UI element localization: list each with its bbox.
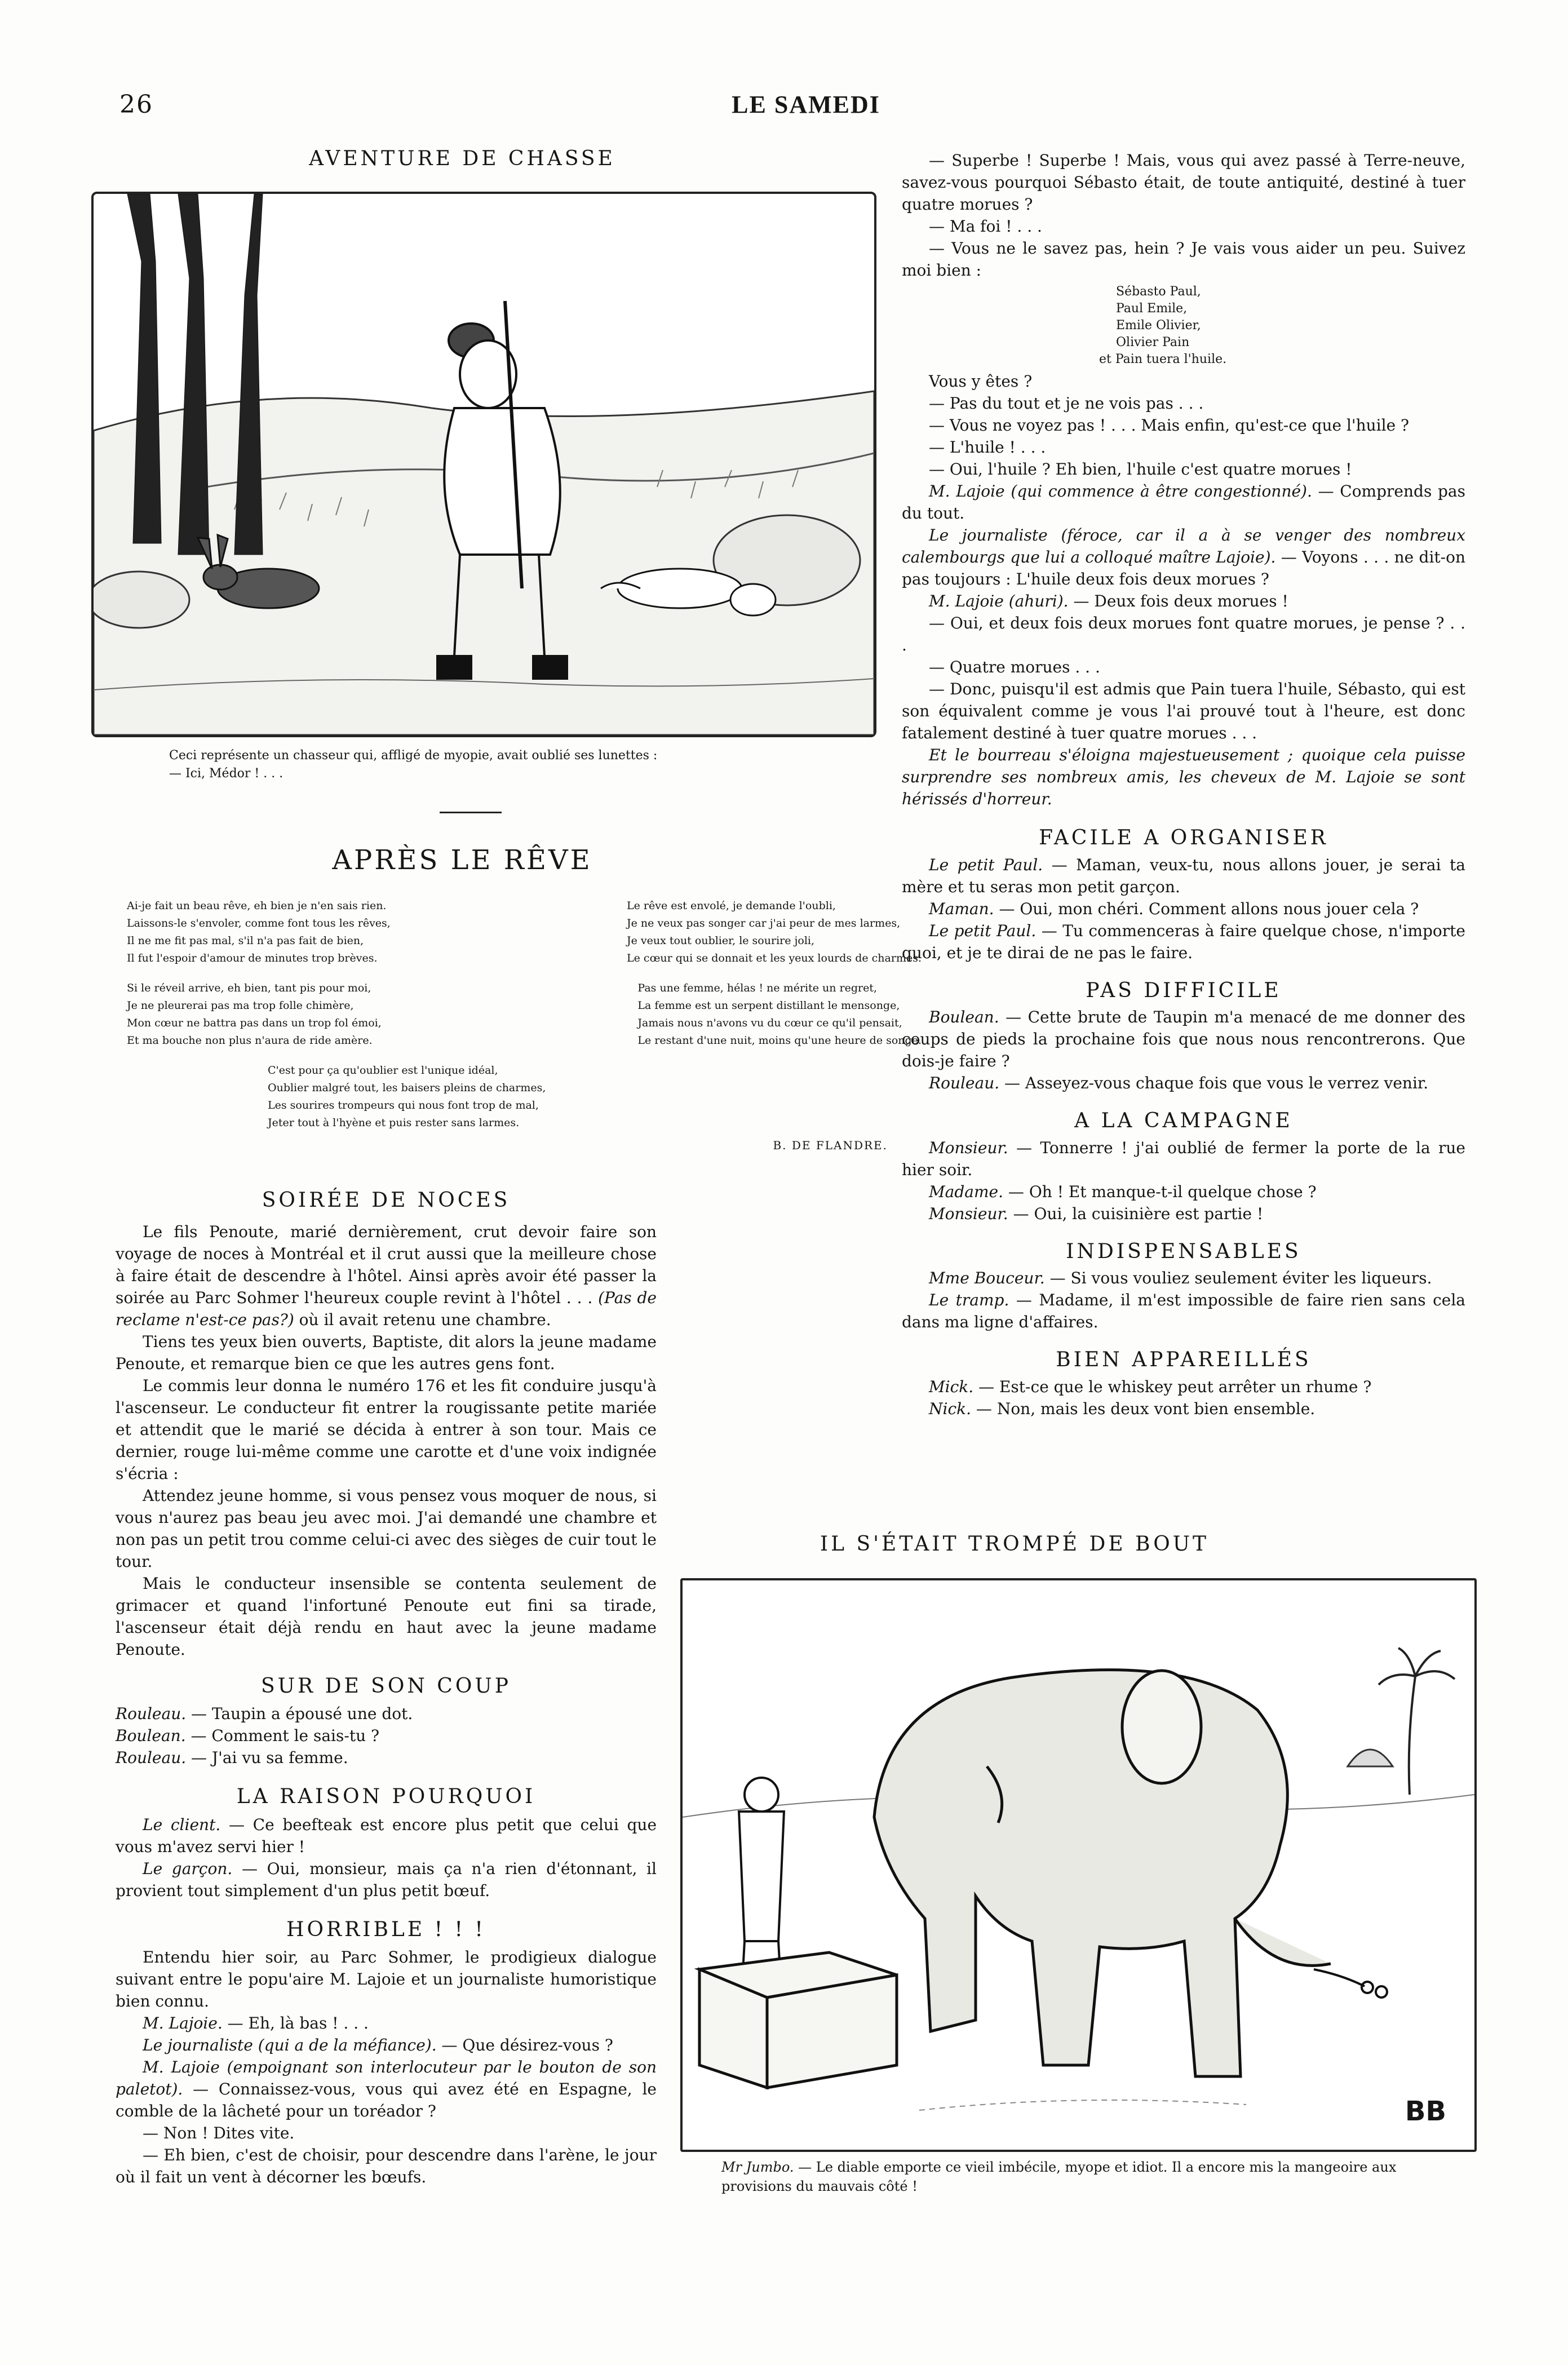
dialogue-line: M. Lajoie (empoignant son interlocuteur par le bouton de son paletot). — Connaissez-vous, vous qui avez été en Espagne, le comble de la lâcheté pour un toréador ? [116, 2058, 657, 2121]
dialogue-line: Rouleau. — Taupin a épousé une dot. [116, 1704, 413, 1724]
right-column-body [902, 149, 1465, 1420]
journal-title: LE SAMEDI [732, 91, 880, 118]
elephant-scene [683, 1580, 1474, 2150]
palm-tree-icon [1379, 1648, 1455, 1795]
noces-paragraph: Tiens tes yeux bien ouverts, Baptiste, dit alors la jeune madame Penoute, et remarque bien ce que les autres gens font. [116, 1332, 657, 1373]
chain-icon [1314, 1969, 1387, 1998]
hunting-caption-line-2: — Ici, Médor ! . . . [169, 767, 284, 781]
verse-line: Emile Olivier, [1116, 318, 1201, 333]
poem-line: Ai-je fait un beau rêve, eh bien je n'en sais rien. [127, 900, 387, 912]
dialogue-line: Le journaliste (féroce, car il a à se venger des nombreux calembourgs que lui a colloqué maître Lajoie). — Voyons . . . ne dit-on pas toujours : L'huile deux fois deux morues ? [902, 526, 1466, 588]
indispensables-title: INDISPENSABLES [1066, 1239, 1301, 1263]
dialogue-line: Maman. — Oui, mon chéri. Comment allons nous jouer cela ? [929, 899, 1419, 918]
noces-text: Le fils Penoute, marié dernièrement, crut devoir faire son voyage de noces à Montréal et il crut aussi que la meilleure chose à faire était de descendre à l'hôtel. Ainsi après avoir été passer la soirée au Parc Sohmer l'heureux couple revint à l'hôtel . . . [116, 1222, 657, 1307]
dialogue-line: — Eh bien, c'est de choisir, pour descendre dans l'arène, le jour où il fait un vent à décorner les bœufs. [116, 2146, 657, 2187]
hunting-caption-line-1: Ceci représente un chasseur qui, affligé de myopie, avait oublié ses lunettes : [169, 749, 658, 763]
horrible-title: HORRIBLE ! ! ! [286, 1917, 486, 1941]
reve-stanza-1-right [627, 897, 922, 967]
dialogue-line: — Pas du tout et je ne vois pas . . . [929, 394, 1204, 413]
poem-line: C'est pour ça qu'oublier est l'unique idéal, [268, 1064, 498, 1077]
dialogue-line: — Quatre morues . . . [929, 658, 1100, 676]
noces-paragraph: Le commis leur donna le numéro 176 et les fit conduire jusqu'à l'ascenseur. Le conducteur fit entrer la rougissante petite mariée et attendit que le marié se décida à entrer à son tour. Mais ce dernier, rouge lui-même comme une carotte et d'une voix indignée s'écria : [116, 1376, 657, 1483]
horrible-paragraph: Entendu hier soir, au Parc Sohmer, le prodigieux dialogue suivant entre le popu'aire M. Lajoie et un journaliste humoristique bien connu. [116, 1948, 657, 2011]
dialogue-line: Le journaliste (qui a de la méfiance). — Que désirez-vous ? [143, 2036, 613, 2055]
dialogue-line: — L'huile ! . . . [929, 438, 1046, 457]
poem-line: Mon cœur ne battra pas dans un trop fol émoi, [127, 1017, 382, 1029]
dialogue-line: Rouleau. — J'ai vu sa femme. [116, 1748, 348, 1768]
poem-line: Je ne pleurerai pas ma trop folle chimère, [127, 999, 354, 1012]
poem-line: Jamais nous n'avons vu du cœur ce qu'il pensait, [637, 1017, 902, 1029]
noces-paragraph: Attendez jeune homme, si vous pensez vous moquer de nous, si vous n'aurez pas beau jeu avec moi. J'ai demandé une chambre et non pas un petit trou comme celui-ci avec des sièges de cuir tout le tour. [116, 1486, 657, 1571]
poem-line: Je veux tout oublier, le sourire joli, [627, 935, 815, 947]
poem-line: Je ne veux pas songer car j'ai peur de mes larmes, [627, 917, 901, 929]
dialogue-line: Rouleau. — Asseyez-vous chaque fois que vous le verrez venir. [929, 1074, 1429, 1093]
poem-line: La femme est un serpent distillant le mensonge, [637, 999, 900, 1012]
noces-paragraph [116, 1221, 657, 1331]
noces-paragraph: Mais le conducteur insensible se contenta seulement de grimacer et quand l'infortuné Penoute eut fini sa tirade, l'ascenseur était déjà rendu en haut avec la jeune madame Penoute. [116, 1574, 657, 1659]
feed-box [699, 1952, 897, 2088]
tree-icon [127, 194, 263, 555]
poem-line: Si le réveil arrive, eh bien, tant pis pour moi, [127, 982, 371, 994]
hunting-illustration [91, 192, 876, 737]
reve-stanza-1-left [127, 897, 391, 967]
dialogue-line: — Vous ne le savez pas, hein ? Je vais vous aider un peu. Suivez moi bien : [902, 239, 1465, 280]
poem-line: Le restant d'une nuit, moins qu'une heure de songe. [637, 1034, 922, 1047]
poem-line: Il ne me fit pas mal, s'il n'a pas fait de bien, [127, 935, 364, 947]
coup-title: SUR DE SON COUP [261, 1674, 511, 1698]
poem-line: Le cœur qui se donnait et les yeux lourds de charmes. [627, 952, 922, 964]
dialogue-line: Monsieur. — Oui, la cuisinière est partie ! [929, 1204, 1264, 1223]
hunting-scene [94, 194, 874, 735]
dialogue-line: Boulean. — Comment le sais-tu ? [116, 1726, 380, 1746]
poem-line: Jeter tout à l'hyène et puis rester sans larmes. [268, 1117, 520, 1129]
noces-title: SOIRÉE DE NOCES [262, 1189, 511, 1212]
poem-line: Pas une femme, hélas ! ne mérite un regret, [637, 982, 878, 994]
elephant-title: IL S'ÉTAIT TROMPÉ DE BOUT [820, 1533, 1210, 1556]
facile-title: FACILE A ORGANISER [1039, 826, 1328, 849]
artist-monogram: BB [1405, 2096, 1446, 2127]
page-number: 26 [119, 90, 153, 119]
poem-line: Les sourires trompeurs qui nous font trop de mal, [268, 1099, 539, 1111]
campagne-title: A LA CAMPAGNE [1074, 1109, 1293, 1133]
dialogue-line: Boulean. — Cette brute de Taupin m'a menacé de me donner des coups de pieds la prochaine fois que nous nous rencontrerons. Que dois-je faire ? [902, 1008, 1465, 1071]
dialogue-line: Monsieur. — Tonnerre ! j'ai oublié de fermer la porte de la rue hier soir. [902, 1138, 1465, 1179]
reve-stanza-2-right [637, 980, 922, 1049]
dialogue-line: — Ma foi ! . . . [929, 217, 1042, 236]
reve-poem [127, 897, 922, 1152]
bien-title: BIEN APPAREILLÉS [1056, 1348, 1312, 1372]
separator-rule [440, 812, 502, 813]
verse-line: Olivier Pain [1116, 335, 1190, 349]
verse-line: Sébasto Paul, [1116, 285, 1201, 299]
dialogue-line: — Superbe ! Superbe ! Mais, vous qui avez passé à Terre-neuve, savez-vous pourquoi Sébasto était, de toute antiquité, destiné à tuer quatre morues ? [902, 151, 1465, 214]
hut-icon [1348, 1750, 1393, 1766]
dialogue-line: Le petit Paul. — Maman, veux-tu, nous allons jouer, je serai ta mère et tu seras mon petit garçon. [902, 855, 1465, 896]
poem-line: Oublier malgré tout, les baisers pleins de charmes, [268, 1082, 546, 1094]
dialogue-line: Le petit Paul. — Tu commenceras à faire quelque chose, n'importe quoi, et je te dirai de ne pas le faire. [902, 921, 1465, 962]
dialogue-line: M. Lajoie (ahuri). — Deux fois deux morues ! [929, 592, 1288, 610]
hunting-caption [169, 747, 874, 783]
hunting-title: AVENTURE DE CHASSE [309, 147, 615, 170]
dialogue-line: — Non ! Dites vite. [143, 2124, 295, 2143]
elephant-figure [874, 1670, 1331, 2076]
dialogue-line: Nick. — Non, mais les deux vont bien ensemble. [929, 1399, 1315, 1418]
verse-line: Paul Emile, [1116, 302, 1188, 316]
verse-line: et Pain tuera l'huile. [1099, 352, 1227, 366]
left-column-body [116, 1189, 657, 2188]
noces-text: où il avait retenu une chambre. [299, 1310, 551, 1329]
pas-difficile-title: PAS DIFFICILE [1086, 978, 1282, 1002]
dialogue-line: — Oui, et deux fois deux morues font quatre morues, je pense ? . . . [902, 614, 1465, 654]
reve-stanza-2-left [127, 980, 382, 1049]
poem-line: Il fut l'espoir d'amour de minutes trop brèves. [127, 952, 378, 964]
dialogue-line: Mick. — Est-ce que le whiskey peut arrêter un rhume ? [929, 1377, 1372, 1396]
dialogue-line: M. Lajoie. — Eh, là bas ! . . . [143, 2014, 369, 2033]
elephant-caption: Mr Jumbo. — Le diable emporte ce vieil imbécile, myope et idiot. Il a encore mis la mangeoire aux provisions du mauvais côté ! [721, 2159, 1397, 2194]
dialogue-line: M. Lajoie (qui commence à être congestionné). — Comprends pas du tout. [902, 482, 1465, 522]
dialogue-line: Vous y êtes ? [929, 372, 1033, 391]
elephant-illustration [680, 1578, 1477, 2152]
dialogue-line: Le tramp. — Madame, il m'est impossible de faire rien sans cela dans ma ligne d'affaires. [902, 1291, 1465, 1332]
poem-line: Et ma bouche non plus n'aura de ride amère. [127, 1034, 373, 1047]
raison-title: LA RAISON POURQUOI [236, 1785, 536, 1809]
dialogue-line: — Vous ne voyez pas ! . . . Mais enfin, qu'est-ce que l'huile ? [929, 416, 1410, 435]
dialogue-line: — Donc, puisqu'il est admis que Pain tuera l'huile, Sébasto, qui est son équivalent comme je vous l'ai prouvé tout à l'heure, est donc fatalement destiné à tuer quatre morues . . . [902, 680, 1465, 742]
reve-title: APRÈS LE RÊVE [332, 844, 592, 876]
name-verse [1099, 284, 1465, 368]
poem-line: Le rêve est envolé, je demande l'oubli, [627, 900, 836, 912]
dialogue-line: Le client. — Ce beefteak est encore plus petit que celui que vous m'avez servi hier ! [116, 1815, 657, 1856]
dialogue-line: — Oui, l'huile ? Eh bien, l'huile c'est quatre morues ! [929, 460, 1352, 479]
reve-author: B. DE FLANDRE. [773, 1139, 888, 1152]
reve-stanza-3 [268, 1062, 922, 1132]
dialogue-line: Le garçon. — Oui, monsieur, mais ça n'a rien d'étonnant, il provient tout simplement d'un plus petit bœuf. [116, 1859, 657, 1900]
closing-paragraph: Et le bourreau s'éloigna majestueusement ; quoique cela puisse surprendre ses nombreux amis, les cheveux de M. Lajoie se sont hérissés d'horreur. [902, 746, 1465, 808]
poem-line: Laissons-le s'envoler, comme font tous les rêves, [127, 917, 391, 929]
noces-aside: (Pas de reclame n'est-ce pas?) [116, 1288, 657, 1329]
dialogue-line: Madame. — Oh ! Et manque-t-il quelque chose ? [929, 1182, 1317, 1201]
dialogue-line: Mme Bouceur. — Si vous vouliez seulement éviter les liqueurs. [929, 1269, 1432, 1288]
